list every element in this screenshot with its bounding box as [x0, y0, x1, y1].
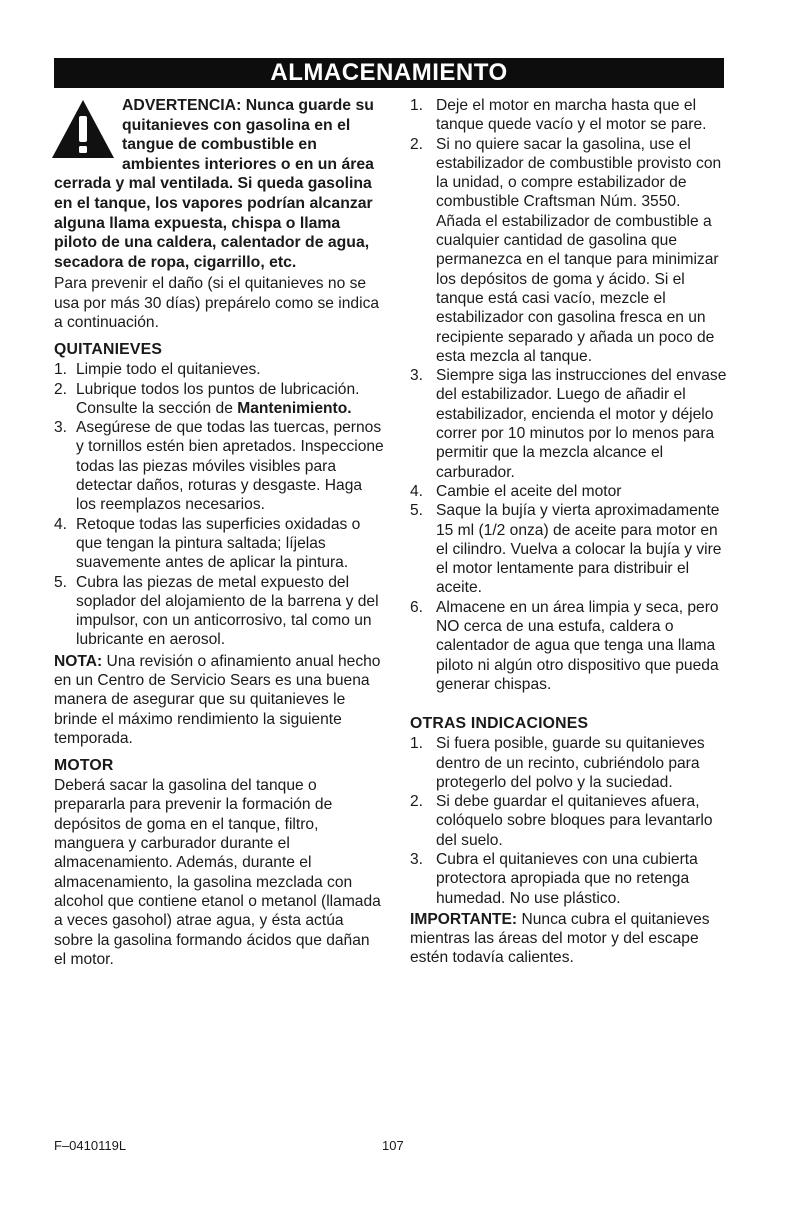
item-number: 2.	[410, 135, 424, 153]
item-text: Si debe guardar el quitanieves afuera, colóquelo sobre bloques para levantarlo del suelo.	[436, 793, 713, 849]
item-number: 3.	[410, 367, 424, 385]
list-item	[410, 482, 728, 501]
item-number: 3.	[410, 850, 424, 868]
list-item	[410, 96, 728, 135]
list-item	[410, 734, 728, 792]
otras-list	[410, 734, 728, 908]
warning-triangle-icon	[50, 98, 116, 162]
list-item	[410, 366, 728, 482]
list-item	[410, 135, 728, 367]
nota-text: Una revisión o afinamiento anual hecho en un Centro de Servicio Sears es una buena manera de asegurar que su quitanieves le brinde el máximo rendimiento la siguiente temporada.	[54, 652, 381, 747]
nota-paragraph	[54, 652, 384, 748]
intro-text: Para prevenir el daño (si el quitanieves no se usa por más 30 días) prepárelo como se indica a continuación.	[54, 275, 380, 331]
otras-heading: OTRAS INDICACIONES	[410, 715, 589, 733]
document-code: F–0410119L	[54, 1138, 127, 1153]
importante-paragraph	[410, 910, 728, 968]
importante-text: Nunca cubra el quitanieves mientras las áreas del motor y del escape estén todavía calientes.	[410, 910, 710, 967]
list-item	[410, 792, 728, 850]
spacer	[410, 694, 728, 706]
item-number: 1.	[410, 97, 424, 114]
section-banner	[54, 58, 724, 88]
item-text: Limpie todo el quitanieves.	[76, 361, 261, 379]
item-text: Cubra las piezas de metal expuesto del soplador del alojamiento de la barrena y del impulsor, con un anticorrosivo, tal como un lubricante en aerosol.	[76, 573, 379, 649]
quitanieves-heading: QUITANIEVES	[54, 341, 163, 359]
list-item	[54, 380, 384, 419]
list-item	[54, 418, 384, 514]
list-item	[54, 573, 384, 650]
item-text: Siempre siga las instrucciones del envase del estabilizador. Luego de añadir el estabilizador, encienda el motor y déjelo correr por 10 minutos por lo menos para permitir que la mezcla alcance el carburador.	[436, 367, 727, 481]
item-number: 1.	[54, 361, 68, 379]
item-text: Asegúrese de que todas las tuercas, pernos y tornillos estén bien apretados. Inspeccione todas las piezas móviles visibles para detectar daños, roturas y desgaste. Haga los reemplazos necesarios.	[76, 419, 384, 514]
page-number: 107	[382, 1138, 404, 1153]
item-number: 5.	[410, 502, 424, 520]
list-item	[54, 360, 384, 379]
item-number: 3.	[54, 419, 68, 437]
item-text: Saque la bujía y vierta aproximadamente 15 ml (1/2 onza) de aceite para motor en el cilindro. Vuelva a colocar la bujía y vire el motor lentamente para distribuir el aceite.	[436, 502, 722, 597]
item-text: Cubra el quitanieves con una cubierta protectora apropiada que no retenga humedad. No use plástico.	[436, 850, 698, 907]
warning-block	[54, 96, 384, 272]
item-text: Almacene en un área limpia y seca, pero NO cerca de una estufa, caldera o calentador de agua que tenga una llama piloto ni algún otro dispositivo que pueda generar chispas.	[436, 598, 719, 693]
list-item	[410, 598, 728, 694]
importante-label: IMPORTANTE:	[410, 910, 518, 928]
item-number: 4.	[410, 482, 424, 500]
list-item	[54, 515, 384, 573]
motor-heading: MOTOR	[54, 757, 114, 775]
item-text: Si no quiere sacar la gasolina, use el estabilizador de combustible provisto con la unidad, o compre estabilizador de combustible Craftsman Núm. 3550. Añada el estabilizador de combustible a cualquier cantidad de gasolina que permanezca en el tanque para minimizar los depósitos de goma y ácido. Si el tanque está casi vacío, mezcle el estabilizador con gasolina fresca en un recipiente separado y añada un poco de esta mezcla al tanque.	[436, 135, 722, 365]
item-text: Cambie el aceite del motor	[436, 482, 622, 500]
warning-text: ADVERTENCIA: Nunca guarde su quitanieves con gasolina en el tangue de combustible en ambientes interiores o en un área cerrada y mal ventilada. Si queda gasolina en el tanque, los vapores podrían alcanzar alguna llama expuesta, chispa o llama piloto de una caldera, calentador de agua, secadora de ropa, cigarrillo, etc.	[54, 97, 374, 271]
right-column	[410, 96, 728, 968]
list-item	[410, 501, 728, 597]
item-number: 5.	[54, 573, 68, 591]
list-item	[410, 850, 728, 908]
item-text: Deje el motor en marcha hasta que el tanque quede vacío y el motor se pare.	[436, 97, 707, 134]
item-number: 1.	[410, 735, 424, 753]
motor-text: Deberá sacar la gasolina del tanque o prepararla para prevenir la formación de depósitos de goma en el tanque, filtro, manguera y carburador durante el almacenamiento. Además, durante el almacenamiento, la gasolina mezclada con alcohol que contiene etanol o metanol (llamada a veces gasohol) atrae agua, y ésta actúa sobre la gasolina formando ácidos que dañan el motor.	[54, 777, 381, 968]
item-number: 2.	[54, 380, 68, 398]
left-column	[54, 96, 384, 969]
item-text: Lubrique todos los puntos de lubricación. Consulte la sección de	[76, 380, 360, 417]
section-title: ALMACENAMIENTO	[270, 59, 508, 86]
item-text: Si fuera posible, guarde su quitanieves dentro de un recinto, cubriéndolo para protegerlo del polvo y la suciedad.	[436, 735, 705, 791]
nota-label: NOTA:	[54, 652, 103, 670]
item-number: 4.	[54, 515, 68, 533]
quitanieves-list	[54, 360, 384, 649]
motor-list	[410, 96, 728, 694]
section-reference: Mantenimiento.	[237, 399, 352, 417]
item-number: 6.	[410, 598, 424, 616]
item-text: Retoque todas las superficies oxidadas o que tengan la pintura saltada; líjelas suavemente antes de aplicar la pintura.	[76, 515, 361, 572]
item-number: 2.	[410, 793, 424, 811]
